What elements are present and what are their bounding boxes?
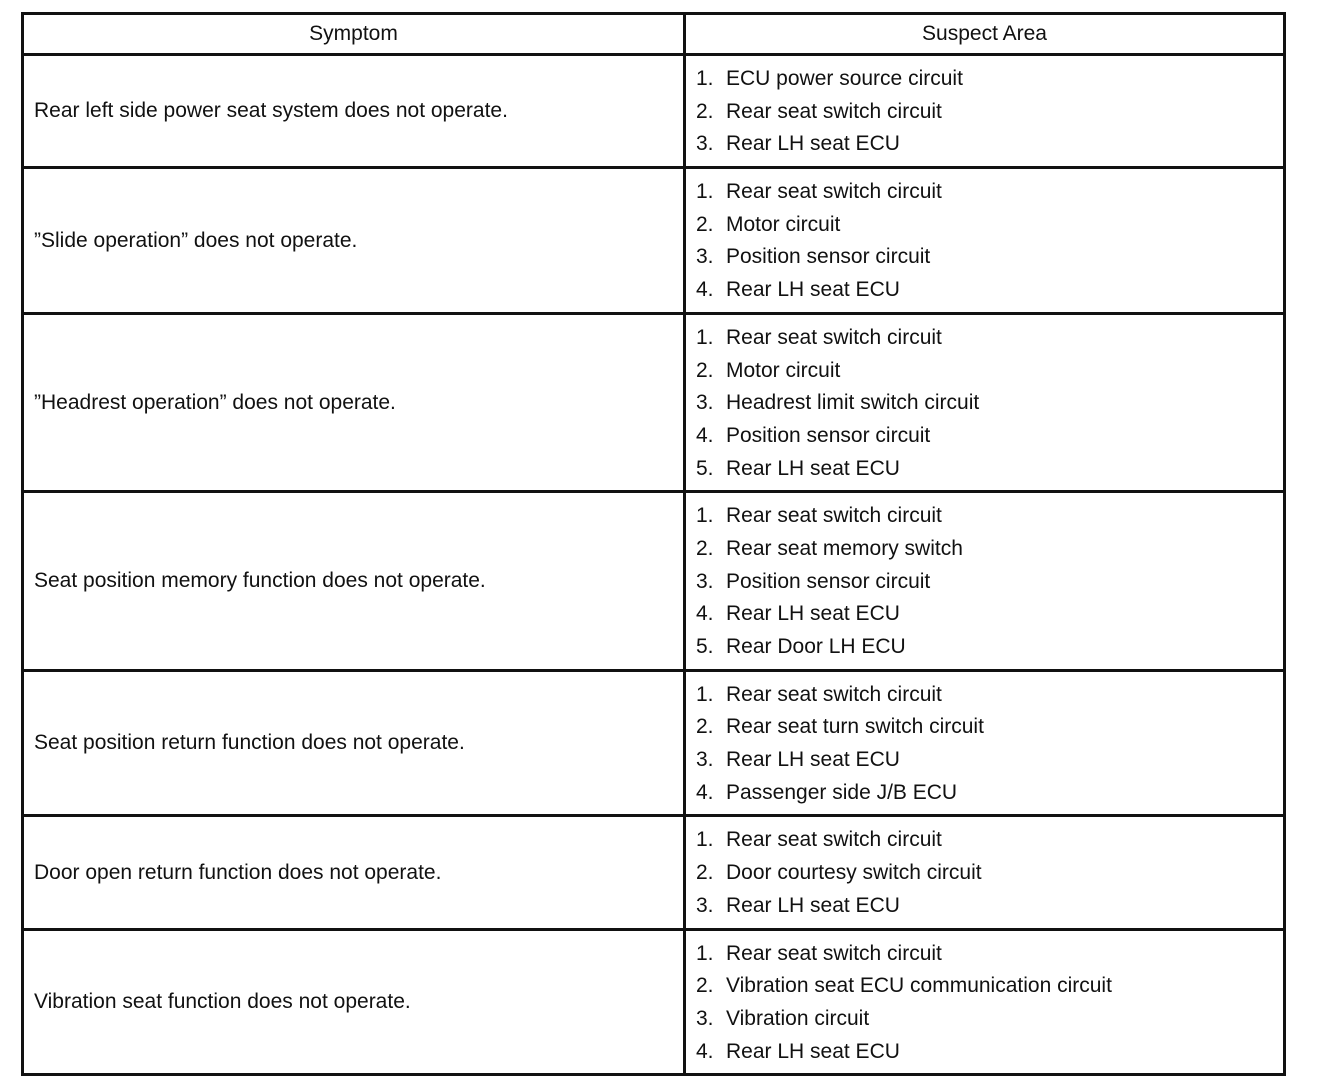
item-number: 4. xyxy=(696,602,714,626)
table-row xyxy=(23,55,1285,168)
suspect-area-item xyxy=(696,857,1283,890)
item-number: 1. xyxy=(696,682,714,706)
suspect-area-item xyxy=(696,355,1283,388)
suspect-area-item xyxy=(696,274,1283,307)
item-text: Rear seat switch circuit xyxy=(726,682,942,706)
suspect-area-item xyxy=(696,711,1283,744)
item-number: 4. xyxy=(696,780,714,804)
item-number: 2. xyxy=(696,212,714,236)
suspect-area-item xyxy=(696,824,1283,857)
item-text: Vibration seat ECU communication circuit xyxy=(726,974,1112,998)
item-number: 3. xyxy=(696,245,714,269)
item-number: 3. xyxy=(696,132,714,156)
header-row xyxy=(23,14,1285,55)
item-text: ECU power source circuit xyxy=(726,67,963,90)
symptom-cell: Seat position return function does not operate. xyxy=(23,670,685,816)
suspect-area-item xyxy=(696,322,1283,355)
suspect-area-item xyxy=(696,63,1283,96)
table-row xyxy=(23,313,1285,491)
header-symptom: Symptom xyxy=(23,14,685,55)
item-text: Rear seat switch circuit xyxy=(726,504,942,528)
suspect-area-cell xyxy=(685,168,1285,314)
item-text: Position sensor circuit xyxy=(726,569,931,593)
item-text: Passenger side J/B ECU xyxy=(726,780,958,804)
suspect-area-cell xyxy=(685,670,1285,816)
item-text: Rear LH seat ECU xyxy=(726,132,900,156)
item-number: 5. xyxy=(696,456,714,480)
item-number: 5. xyxy=(696,635,714,658)
item-number: 3. xyxy=(696,569,714,593)
item-number: 2. xyxy=(696,974,714,998)
symptom-cell: Rear left side power seat system does not operate. xyxy=(23,55,685,168)
item-text: Rear seat switch circuit xyxy=(726,99,942,123)
item-text: Rear seat memory switch xyxy=(726,536,963,560)
suspect-area-item xyxy=(696,533,1283,566)
symptom-cell: Seat position memory function does not operate. xyxy=(23,492,685,670)
symptom-cell: ”Headrest operation” does not operate. xyxy=(23,313,685,491)
item-number: 3. xyxy=(696,1006,714,1030)
item-number: 1. xyxy=(696,67,714,90)
item-number: 1. xyxy=(696,828,714,852)
item-text: Position sensor circuit xyxy=(726,245,931,269)
item-text: Position sensor circuit xyxy=(726,423,931,447)
item-number: 2. xyxy=(696,715,714,739)
item-text: Rear LH seat ECU xyxy=(726,456,900,480)
suspect-area-item xyxy=(696,566,1283,599)
suspect-area-cell xyxy=(685,929,1285,1075)
suspect-area-item xyxy=(696,777,1283,810)
suspect-area-item xyxy=(696,1036,1283,1069)
suspect-area-item xyxy=(696,241,1283,274)
table-row xyxy=(23,670,1285,816)
suspect-area-item xyxy=(696,500,1283,533)
item-text: Rear seat switch circuit xyxy=(726,325,942,349)
suspect-area-item xyxy=(696,1003,1283,1036)
item-number: 1. xyxy=(696,325,714,349)
item-text: Rear seat switch circuit xyxy=(726,941,942,965)
table-row xyxy=(23,168,1285,314)
table-row xyxy=(23,816,1285,929)
item-text: Motor circuit xyxy=(726,212,841,236)
suspect-area-cell xyxy=(685,816,1285,929)
symptom-table xyxy=(21,12,1286,1076)
item-text: Rear LH seat ECU xyxy=(726,602,900,626)
item-number: 2. xyxy=(696,358,714,382)
item-number: 3. xyxy=(696,893,714,917)
item-number: 2. xyxy=(696,861,714,885)
suspect-area-item xyxy=(696,938,1283,971)
suspect-area-cell xyxy=(685,55,1285,168)
item-text: Headrest limit switch circuit xyxy=(726,391,980,415)
symptom-cell: ”Slide operation” does not operate. xyxy=(23,168,685,314)
suspect-area-item xyxy=(696,453,1283,486)
item-number: 4. xyxy=(696,423,714,447)
suspect-area-item xyxy=(696,970,1283,1003)
item-number: 1. xyxy=(696,941,714,965)
item-number: 1. xyxy=(696,180,714,204)
item-number: 3. xyxy=(696,391,714,415)
suspect-area-cell xyxy=(685,492,1285,670)
suspect-area-item xyxy=(696,679,1283,712)
item-text: Rear seat turn switch circuit xyxy=(726,715,984,739)
header-suspect-area: Suspect Area xyxy=(685,14,1285,55)
item-text: Rear LH seat ECU xyxy=(726,748,900,772)
suspect-area-cell xyxy=(685,313,1285,491)
item-text: Rear seat switch circuit xyxy=(726,180,942,204)
suspect-area-item xyxy=(696,744,1283,777)
item-number: 2. xyxy=(696,536,714,560)
item-number: 3. xyxy=(696,748,714,772)
item-text: Rear LH seat ECU xyxy=(726,278,900,302)
suspect-area-item xyxy=(696,96,1283,129)
item-text: Motor circuit xyxy=(726,358,841,382)
item-text: Rear Door LH ECU xyxy=(726,635,906,658)
item-number: 4. xyxy=(696,278,714,302)
suspect-area-item xyxy=(696,890,1283,923)
table-row xyxy=(23,492,1285,670)
suspect-area-item xyxy=(696,176,1283,209)
suspect-area-item xyxy=(696,598,1283,631)
suspect-area-item xyxy=(696,631,1283,664)
item-number: 2. xyxy=(696,99,714,123)
symptom-cell: Vibration seat function does not operate. xyxy=(23,929,685,1075)
suspect-area-item xyxy=(696,387,1283,420)
item-text: Vibration circuit xyxy=(726,1006,870,1030)
item-text: Door courtesy switch circuit xyxy=(726,861,982,885)
table-row xyxy=(23,929,1285,1075)
suspect-area-item xyxy=(696,209,1283,242)
table-body xyxy=(23,55,1285,1075)
item-text: Rear seat switch circuit xyxy=(726,828,942,852)
symptom-cell: Door open return function does not operate. xyxy=(23,816,685,929)
item-number: 1. xyxy=(696,504,714,528)
suspect-area-item xyxy=(696,420,1283,453)
item-number: 4. xyxy=(696,1039,714,1063)
item-text: Rear LH seat ECU xyxy=(726,1039,900,1063)
suspect-area-item xyxy=(696,128,1283,161)
item-text: Rear LH seat ECU xyxy=(726,893,900,917)
